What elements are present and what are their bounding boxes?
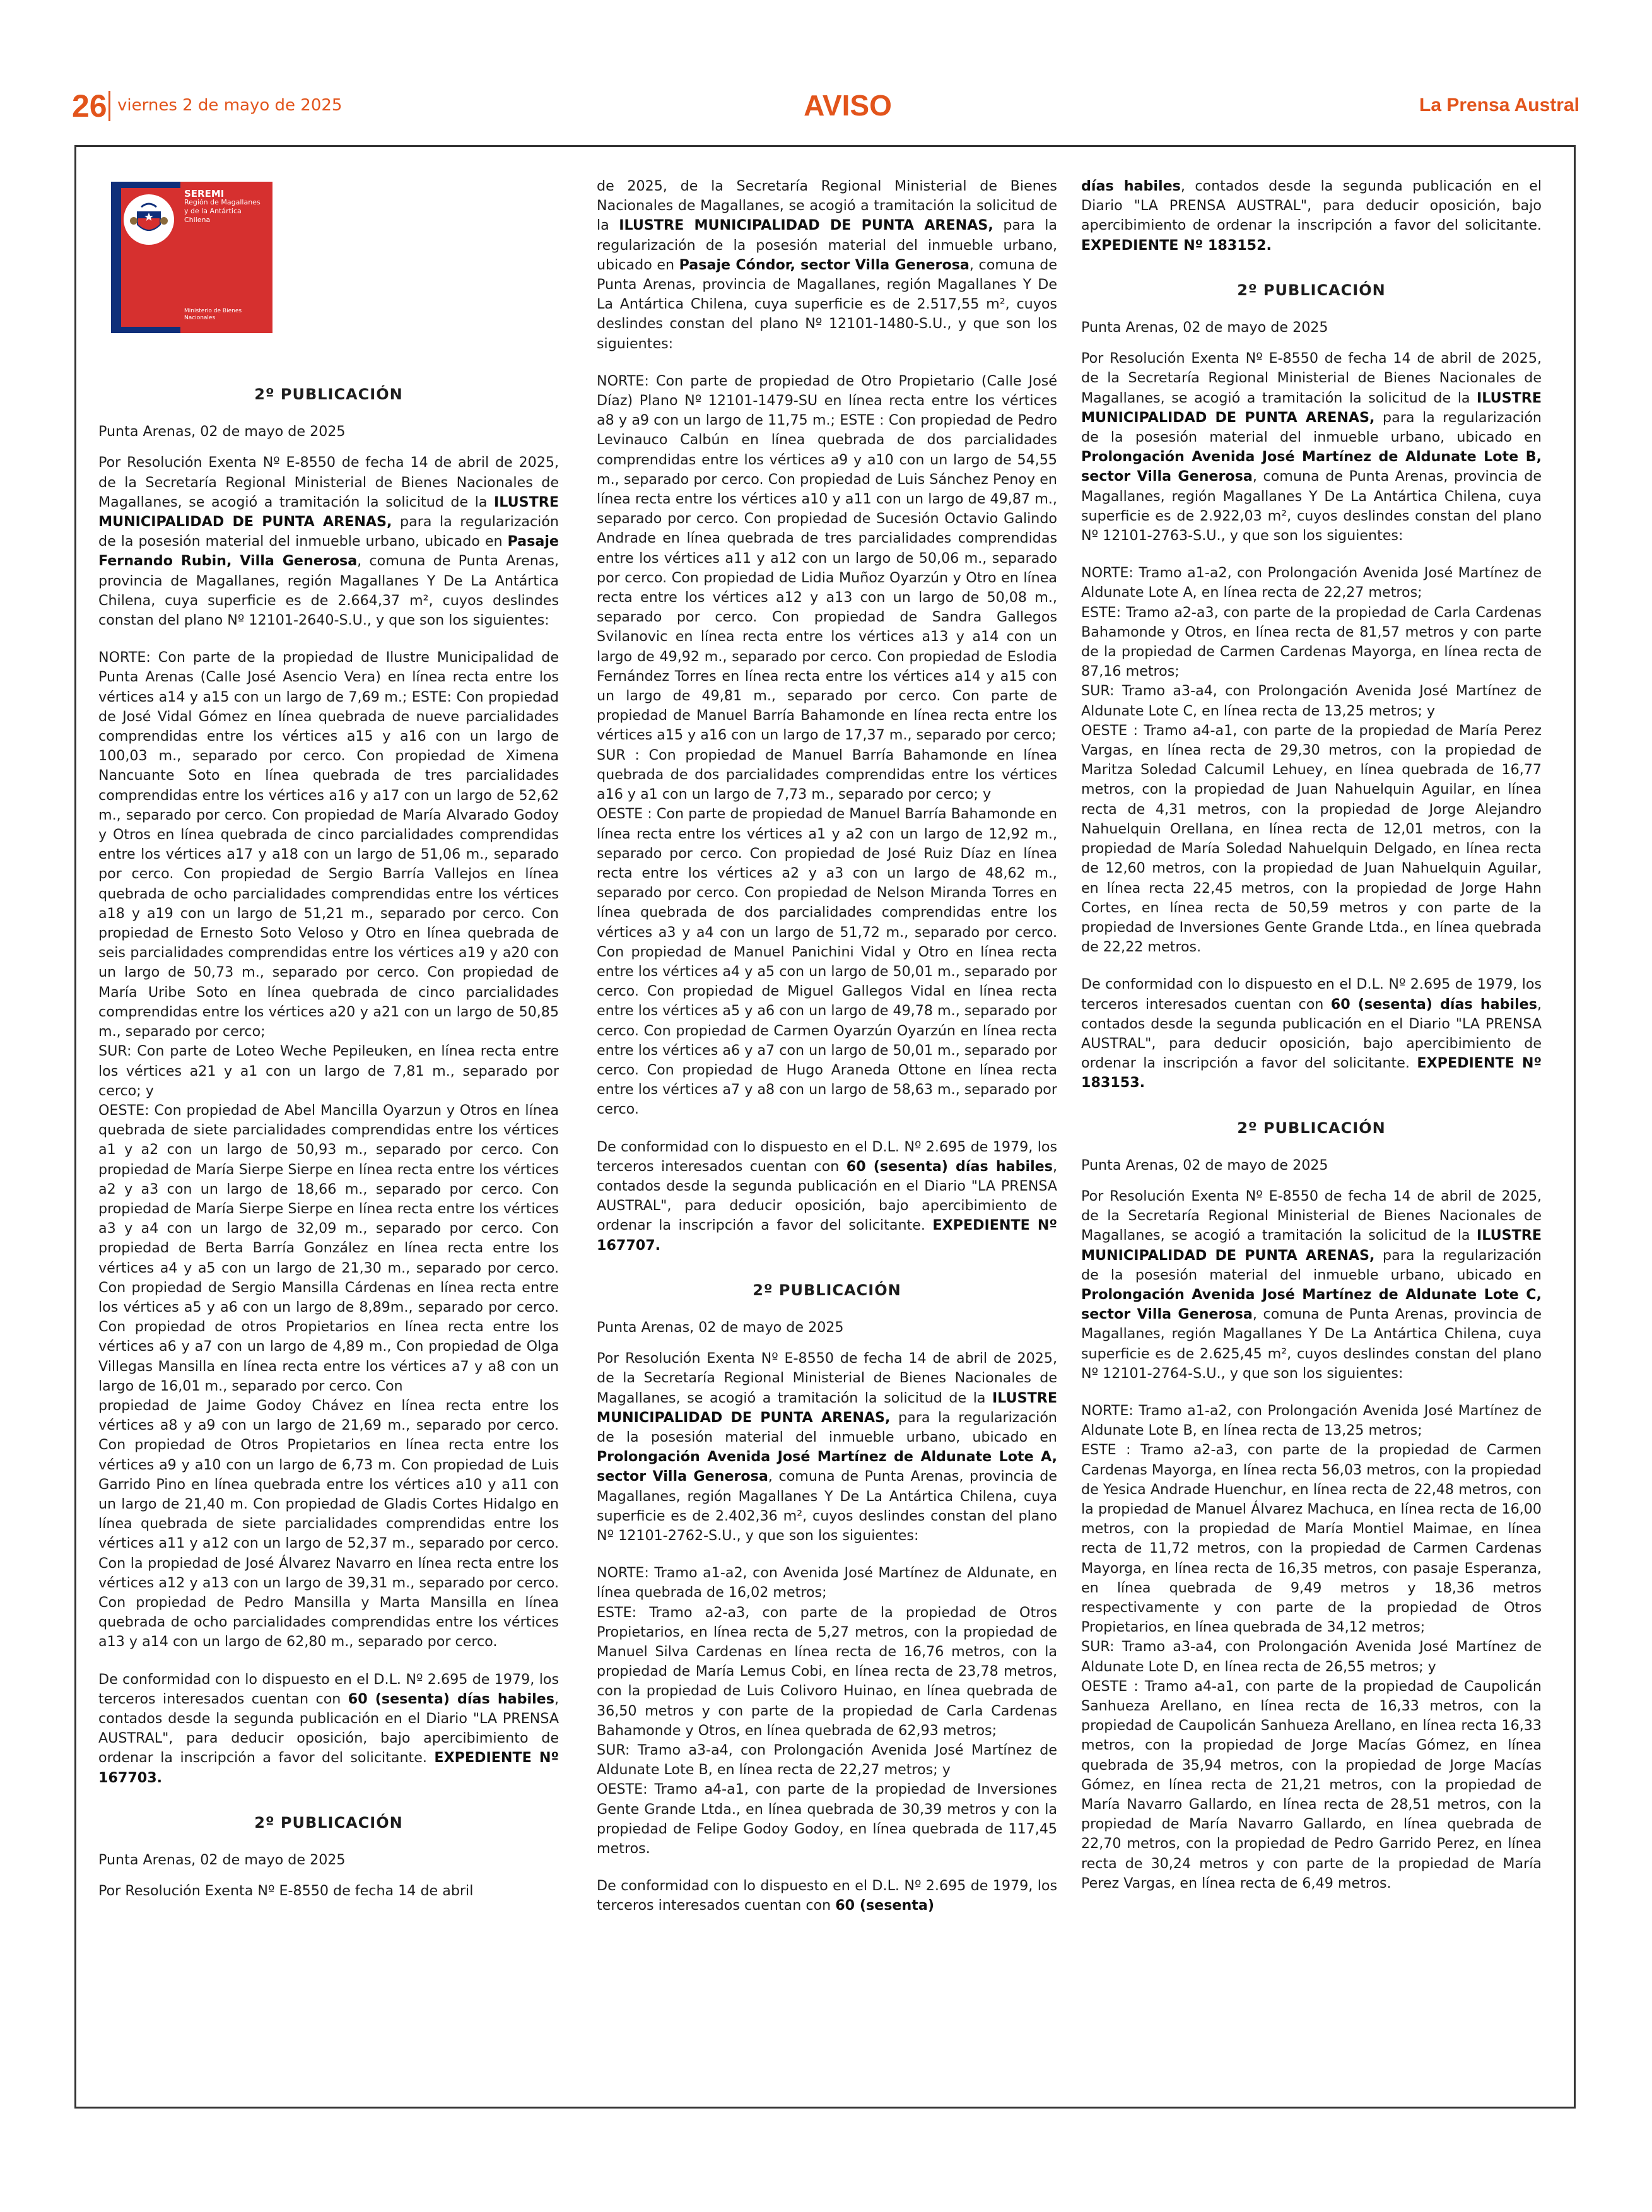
notice-paragraph: Por Resolución Exenta Nº E-8550 de fecha 14 de abril de 2025, de la Secretaría Regional Ministerial de Bienes Nacionales de Magallanes, se acogió a tramitación la solicitud de la ILUSTRE MUNICIPALIDAD DE PUNTA ARENAS, para la regularización de la posesión material del inmueble urbano, ubicado en Prolongación Avenida José Martínez de Aldunate Lote C, sector Villa Generosa, comuna de Punta Arenas, provincia de Magallanes, región Magallanes Y De La Antártica Chilena, cuya superficie es de 2.625,45 m², cuyos deslindes constan del plano Nº 12101-2764-S.U., y que son los siguientes:: [1081, 1187, 1542, 1382]
case-number: EXPEDIENTE Nº 183153.: [1081, 1055, 1542, 1091]
page-date: viernes 2 de mayo de 2025: [117, 96, 343, 115]
logo-region: Región de Magallanes y de la Antártica Chilena: [184, 198, 261, 224]
logo-title: [184, 189, 266, 225]
notice-paragraph: De conformidad con lo dispuesto en el D.L. Nº 2.695 de 1979, los terceros interesados cuentan con 60 (sesenta) días habiles, contados desde la segunda publicación en el Diario "LA PRENSA AUSTRAL", para deducir oposición, bajo apercibimiento de ordenar la inscripción a favor del solicitante. EXPEDIENTE Nº 167707.: [597, 1138, 1058, 1254]
logo-flag-stripe: [111, 182, 121, 333]
case-number: EXPEDIENTE Nº 183152.: [1081, 237, 1272, 254]
coat-of-arms-icon: [122, 193, 175, 246]
boundary-paragraph: NORTE: Tramo a1-a2, con Prolongación Avenida José Martínez de Aldunate Lote B, en línea recta de 13,25 metros; ESTE : Tramo a2-a3, con parte de la propiedad de Carmen Cardenas Mayorga, en línea recta 56,03 metros, con la propiedad de Yesica Andrade Huenchur, en línea recta de 22,48 metros, con la propiedad de Manuel Álvarez Machuca, en línea recta de 16,00 metros, con la propiedad de María Montiel Maimae, en línea recta de 11,72 metros, con la propiedad de Carmen Cardenas Mayorga, en línea recta de 16,35 metros, con pasaje Esperanza, en línea quebrada de 9,49 metros y 18,36 metros respectivamente y con parte de la propiedad de Otros Propietarios, en línea quebrada de 34,12 metros; SUR: Tramo a3-a4, con Prolongación Avenida José Martínez de Aldunate Lote D, en línea recta de 26,55 metros; y OESTE : Tramo a4-a1, con parte de la propiedad de Caupolicán Sanhueza Arellano, en línea recta de 16,33 metros, con la propiedad de Caupolicán Sanhueza Arellano, en línea recta 16,33 metros, con la propiedad de Jorge Macías Gómez, en línea quebrada de 35,94 metros, con la propiedad de Jorge Macías Gómez, en línea recta de 21,21 metros, con la propiedad de María Navarro Gallardo, en línea recta de 28,51 metros, con la propiedad de María Navarro Gallardo, en línea quebrada de 22,70 metros, con la propiedad de Pedro Garrido Perez, en línea recta de 30,24 metros y con parte de la propiedad de María Perez Vargas, en línea recta de 6,49 metros.: [1081, 1402, 1542, 1891]
page-header: [72, 87, 1579, 125]
notice-paragraph: De conformidad con lo dispuesto en el D.L. Nº 2.695 de 1979, los terceros interesados cuentan con 60 (sesenta) días habiles, contados desde la segunda publicación en el Diario "LA PRENSA AUSTRAL", para deducir oposición, bajo apercibimiento de ordenar la inscripción a favor del solicitante. EXPEDIENTE Nº 167703.: [98, 1671, 559, 1786]
column-3: [1081, 177, 1542, 1905]
publication-heading: 2º PUBLICACIÓN: [254, 385, 403, 403]
notice-paragraph: Por Resolución Exenta Nº E-8550 de fecha 14 de abril de 2025, de la Secretaría Regional Ministerial de Bienes Nacionales de Magallanes, se acogió a tramitación la solicitud de la ILUSTRE MUNICIPALIDAD DE PUNTA ARENAS, para la regularización de la posesión material del inmueble urbano, ubicado en Prolongación Avenida José Martínez de Aldunate Lote A, sector Villa Generosa, comuna de Punta Arenas, provincia de Magallanes, región Magallanes Y De La Antártica Chilena, cuya superficie es de 2.402,36 m², cuyos deslindes constan del plano Nº 12101-2762-S.U., y que son los siguientes:: [597, 1350, 1057, 1544]
masthead: La Prensa Austral: [1419, 95, 1579, 115]
notice-paragraph: De conformidad con lo dispuesto en el D.L. Nº 2.695 de 1979, los terceros interesados cuentan con 60 (sesenta): [597, 1878, 1057, 1914]
column-2: [597, 177, 1057, 1927]
publication-heading: 2º PUBLICACIÓN: [753, 1281, 901, 1299]
notice-paragraph: De conformidad con lo dispuesto en el D.L. Nº 2.695 de 1979, los terceros interesados cuentan con 60 (sesenta) días habiles, contados desde la segunda publicación en el Diario "LA PRENSA AUSTRAL", para deducir oposición, bajo apercibimiento de ordenar la inscripción a favor del solicitante. EXPEDIENTE Nº 183153.: [1081, 976, 1542, 1091]
publication-heading: 2º PUBLICACIÓN: [1237, 1119, 1386, 1137]
notice-paragraph: Por Resolución Exenta Nº E-8550 de fecha 14 de abril de 2025, de la Secretaría Regional Ministerial de Bienes Nacionales de Magallanes, se acogió a tramitación la solicitud de la ILUSTRE MUNICIPALIDAD DE PUNTA ARENAS, para la regularización de la posesión material del inmueble urbano, ubicado en Prolongación Avenida José Martínez de Aldunate Lote B, sector Villa Generosa, comuna de Punta Arenas, provincia de Magallanes, región Magallanes Y De La Antártica Chilena, cuya superficie es de 2.922,03 m², cuyos deslindes constan del plano Nº 12101-2763-S.U., y que son los siguientes:: [1081, 350, 1542, 544]
logo-flag-stripe-top: [111, 182, 180, 188]
seremi-logo: [111, 182, 272, 333]
notice-date: Punta Arenas, 02 de mayo de 2025: [98, 423, 346, 440]
section-label: AVISO: [804, 89, 892, 122]
notice-paragraph: Por Resolución Exenta Nº E-8550 de fecha 14 de abril de 2025, de la Secretaría Regional Ministerial de Bienes Nacionales de Magallanes, se acogió a tramitación la solicitud de la ILUSTRE MUNICIPALIDAD DE PUNTA ARENAS, para la regularización de la posesión material del inmueble urbano, ubicado en Pasaje Fernando Rubin, Villa Generosa, comuna de Punta Arenas, provincia de Magallanes, región Magallanes Y De La Antártica Chilena, cuya superficie es de 2.664,37 m², cuyos deslindes constan del plano Nº 12101-2640-S.U., y que son los siguientes:: [98, 454, 559, 629]
column-1: [98, 360, 559, 1912]
boundary-paragraph: NORTE: Con parte de la propiedad de Ilustre Municipalidad de Punta Arenas (Calle José Asencio Vera) en línea recta entre los vértices a14 y a15 con un largo de 7,69 m.; ESTE: Con propiedad de José Vidal Gómez en línea quebrada de nueve parcialidades comprendidas entre los vértices a15 y a16 con un largo de 100,03 m., separado por cerco. Con propiedad de Ximena Nancuante Soto en línea quebrada de tres parcialidades comprendidas entre los vértices a16 y a17 con un largo de 52,62 m., separado por cerco. Con propiedad de María Alvarado Godoy y Otros en línea quebrada de cinco parcialidades comprendidas entre los vértices a17 y a18 con un largo de 51,06 m., separado por cerco. Con propiedad de Sergio Barría Vallejos en línea quebrada de ocho parcialidades comprendidas entre los vértices a18 y a19 con un largo de 51,21 m., separado por cerco. Con propiedad de Ernesto Soto Veloso y Otro en línea quebrada de seis parcialidades comprendidas entre los vértices a19 y a20 con un largo de 50,73 m., separado por cerco. Con propiedad de María Uribe Soto en línea quebrada de cinco parcialidades comprendidas entre los vértices a20 y a21 con un largo de 50,85 m., separado por cerco; SUR: Con parte de Loteo Weche Pepileuken, en línea recta entre los vértices a21 y a1 con un largo de 7,81 m., separado por cerco; y OESTE: Con propiedad de Abel Mancilla Oyarzun y Otros en línea quebrada de siete parcialidades comprendidas entre los vértices a1 y a2 con un largo de 50,93 m., separado por cerco. Con propiedad de María Sierpe Sierpe en línea recta entre los vértices a2 y a3 con un largo de 18,66 m., separado por cerco. Con propiedad de María Sierpe Sierpe en línea recta entre los vértices a3 y a4 con un largo de 32,09 m., separado por cerco. Con propiedad de Berta Barría González en línea recta entre los vértices a4 y a5 con un largo de 21,30 m., separado por cerco. Con propiedad de Sergio Mansilla Cárdenas en línea recta entre los vértices a5 y a6 con un largo de 8,89m., separado por cerco. Con propiedad de otros Propietarios en línea recta entre los vértices a6 y a7 con un largo de 4,89 m., Con propiedad de Olga Villegas Mansilla en línea recta entre los vértices a7 y a8 con un largo de 16,01 m., separado por cerco. Con propiedad de Jaime Godoy Chávez en línea recta entre los vértices a8 y a9 con un largo de 21,69 m., separado por cerco. Con propiedad de Otros Propietarios en línea recta entre los vértices a9 y a10 con un largo de 6,73 m. Con propiedad de Luis Garrido Pino en línea quebrada entre los vértices a10 y a11 con un largo de 21,40 m. Con propiedad de Gladis Cortes Hidalgo en línea quebrada de siete parcialidades comprendidas entre los vértices a11 y a12 con un largo de 52,37 m., separado por cerco. Con la propiedad de José Álvarez Navarro en línea recta entre los vértices a12 y a13 con un largo de 39,31 m., separado por cerco. Con propiedad de Pedro Mansilla y Marta Mansilla en línea quebrada de ocho parcialidades comprendidas entre los vértices a13 y a14 con un largo de 62,80 m., separado por cerco.: [98, 649, 559, 1650]
notice-date: Punta Arenas, 02 de mayo de 2025: [1081, 319, 1328, 336]
notice-date: Punta Arenas, 02 de mayo de 2025: [98, 1852, 346, 1869]
notice-date: Punta Arenas, 02 de mayo de 2025: [1081, 1156, 1328, 1174]
notice-paragraph: días habiles, contados desde la segunda publicación en el Diario "LA PRENSA AUSTRAL", para deducir oposición, bajo apercibimiento de ordenar la inscripción a favor del solicitante. EXPEDIENTE Nº 183152.: [1081, 178, 1542, 254]
logo-brand: SEREMI: [184, 188, 225, 199]
publication-heading: 2º PUBLICACIÓN: [1237, 281, 1386, 299]
case-number: EXPEDIENTE Nº 167707.: [597, 1217, 1057, 1254]
notice-date: Punta Arenas, 02 de mayo de 2025: [597, 1319, 844, 1336]
page-number: 26: [72, 88, 107, 124]
boundary-paragraph: NORTE: Tramo a1-a2, con Prolongación Avenida José Martínez de Aldunate Lote A, en línea recta de 22,27 metros; ESTE: Tramo a2-a3, con parte de la propiedad de Carla Cardenas Bahamonde y Otros, en línea recta de 81,57 metros y con parte de la propiedad de Carmen Cardenas Mayorga, en línea recta de 87,16 metros; SUR: Tramo a3-a4, con Prolongación Avenida José Martínez de Aldunate Lote C, en línea recta de 13,25 metros; y OESTE : Tramo a4-a1, con parte de la propiedad de María Perez Vargas, en línea recta de 29,30 metros, con la propiedad de Maritza Soledad Calcumil Lehuey, en línea quebrada de 16,77 metros, con la propiedad de Juan Nahuelquin Aguilar, en línea recta de 4,31 metros, con la propiedad de Jorge Alejandro Nahuelquin Orellana, en línea recta de 12,01 metros, con la propiedad de María Soledad Nahuelquin Delgado, en línea recta de 12,60 metros, con la propiedad de Juan Nahuelquin Aguilar, en línea recta 22,45 metros, con la propiedad de Jorge Hahn Cortes, en línea recta de 50,59 metros y con parte de la propiedad de Inversiones Gente Grande Ltda., en línea quebrada de 22,22 metros.: [1081, 565, 1542, 956]
logo-flag-stripe-bottom: [111, 327, 180, 333]
boundary-paragraph: NORTE: Tramo a1-a2, con Avenida José Martínez de Aldunate, en línea quebrada de 16,02 metros; ESTE: Tramo a2-a3, con parte de la propiedad de Otros Propietarios, en línea recta de 5,27 metros, con la propiedad de Manuel Silva Cardenas en línea recta de 16,76 metros, con la propiedad de María Lemus Cobi, en línea recta de 23,78 metros, con la propiedad de Luis Colivoro Huinao, en línea quebrada de 36,50 metros y con parte de la propiedad de Carla Cardenas Bahamonde y Otros, en línea quebrada de 62,93 metros; SUR: Tramo a3-a4, con Prolongación Avenida José Martínez de Aldunate Lote B, en línea recta de 22,27 metros; y OESTE: Tramo a4-a1, con parte de la propiedad de Inversiones Gente Grande Ltda., en línea quebrada de 30,39 metros y con la propiedad de Felipe Godoy Godoy, en línea quebrada de 117,45 metros.: [597, 1565, 1057, 1857]
notice-paragraph: Por Resolución Exenta Nº E-8550 de fecha 14 de abril: [98, 1883, 474, 1900]
notice-paragraph: de 2025, de la Secretaría Regional Ministerial de Bienes Nacionales de Magallanes, se acogió a tramitación la solicitud de la ILUSTRE MUNICIPALIDAD DE PUNTA ARENAS, para la regularización de la posesión material del inmueble urbano, ubicado en Pasaje Cóndor, sector Villa Generosa, comuna de Punta Arenas, provincia de Magallanes, región Magallanes Y De La Antártica Chilena, cuya superficie es de 2.517,55 m², cuyos deslindes constan del plano Nº 12101-1480-S.U., y que son los siguientes:: [597, 178, 1057, 352]
publication-heading: 2º PUBLICACIÓN: [254, 1813, 403, 1832]
case-number: EXPEDIENTE Nº 167703.: [98, 1750, 559, 1786]
header-divider: [108, 91, 110, 121]
logo-ministry: Ministerio de Bienes Nacionales: [184, 308, 242, 321]
boundary-paragraph: NORTE: Con parte de propiedad de Otro Propietario (Calle José Díaz) Plano Nº 12101-1479-SU en línea recta entre los vértices a8 y a9 con un largo de 11,75 m.; ESTE : Con propiedad de Pedro Levinauco Calbún en línea quebrada de dos parcialidades comprendidas entre los vértices a9 y a10 con un largo de 54,55 m., separado por cerco. Con propiedad de Luis Sánchez Penoy en línea recta entre los vértices a10 y a11 con un largo de 49,87 m., separado por cerco. Con propiedad de Sucesión Octavio Galindo Andrade en línea quebrada de tres parcialidades comprendidas entre los vértices a11 y a12 con un largo de 50,06 m., separado por cerco. Con propiedad de Lidia Muñoz Oyarzún y Otro en línea recta entre los vértices a12 y a13 con un largo de 50,08 m., separado por cerco. Con propiedad de Sandra Gallegos Svilanovic en línea recta entre los vértices a13 y a14 con un largo de 49,92 m., separado por cerco. Con propiedad de Eslodia Fernández Torres en línea recta entre los vértices a14 y a15 con un largo de 49,81 m., separado por cerco. Con parte de propiedad de Manuel Barría Bahamonde en línea recta entre los vértices a15 y a16 con un largo de 17,37 m., separado por cerco; SUR : Con propiedad de Manuel Barría Bahamonde en línea quebrada de dos parcialidades comprendidas entre los vértices a16 y a1 con un largo de 7,73 m., separado por cerco; y OESTE : Con parte de propiedad de Manuel Barría Bahamonde en línea recta entre los vértices a1 y a2 con un largo de 12,92 m., separado por cerco. Con propiedad de José Ruiz Díaz en línea recta entre los vértices a2 y a3 con un largo de 48,62 m., separado por cerco. Con propiedad de Nelson Miranda Torres en línea quebrada de dos parcialidades comprendidas entre los vértices a3 y a4 con un largo de 51,72 m., separado por cerco. Con propiedad de Manuel Panichini Vidal y Otro en línea recta entre los vértices a4 y a5 con un largo de 50,01 m., separado por cerco. Con propiedad de Miguel Gallegos Vidal en línea recta entre los vértices a5 y a6 con un largo de 49,78 m., separado por cerco. Con propiedad de Carmen Oyarzún Oyarzún en línea recta entre los vértices a6 y a7 con un largo de 50,01 m., separado por cerco. Con propiedad de Hugo Araneda Ottone en línea recta entre los vértices a7 y a8 con un largo de 58,63 m., separado por cerco.: [597, 372, 1057, 1118]
